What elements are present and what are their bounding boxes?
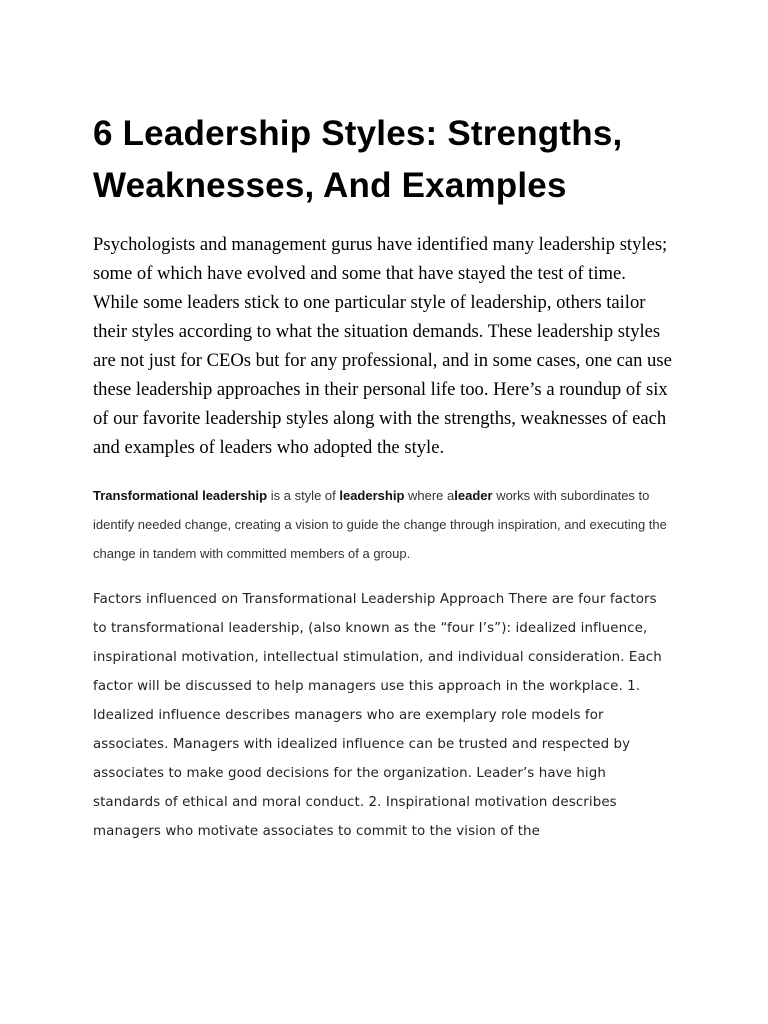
intro-paragraph: Psychologists and management gurus have identified many leadership styles; some of which have evolved and some that have stayed the test of time. While some leaders stick to one particular style of leadership, others tailor their styles according to what the situation demands. These leadership styles are not just for CEOs but for any professional, and in some cases, one can use these leadership approaches in their personal life too. Here’s a roundup of six of our favorite leadership styles along with the strengths, weaknesses of each and examples of leaders who adopted the style.	[93, 234, 672, 458]
definition-term: Transformational leadership	[93, 488, 268, 503]
page-title: 6 Leadership Styles: Strengths, Weaknesses, And Examples	[93, 114, 623, 205]
document-page	[93, 108, 673, 846]
definition-text-1: is a style of	[267, 488, 340, 503]
definition-paragraph	[93, 481, 673, 568]
definition-text-3: works with subordinates to identify needed change, creating a vision to guide the change through inspiration, and executing the change in tandem with committed members of a group.	[93, 488, 667, 561]
definition-text-2: where a	[404, 488, 455, 503]
definition-term-2: leadership	[339, 488, 405, 503]
definition-term-3: leader	[454, 488, 493, 503]
factors-paragraph: Factors influenced on Transformational Leadership Approach There are four factors to transformational leadership, (also known as the “four I’s”): idealized influence, inspirational motivation, intellectual stimulation, and individual consideration. Each factor will be discussed to help managers use this approach in the workplace. 1. Idealized influence describes managers who are exemplary role models for associates. Managers with idealized influence can be trusted and respected by associates to make good decisions for the organization. Leader’s have high standards of ethical and moral conduct. 2. Inspirational motivation describes managers who motivate associates to commit to the vision of the	[93, 592, 662, 839]
